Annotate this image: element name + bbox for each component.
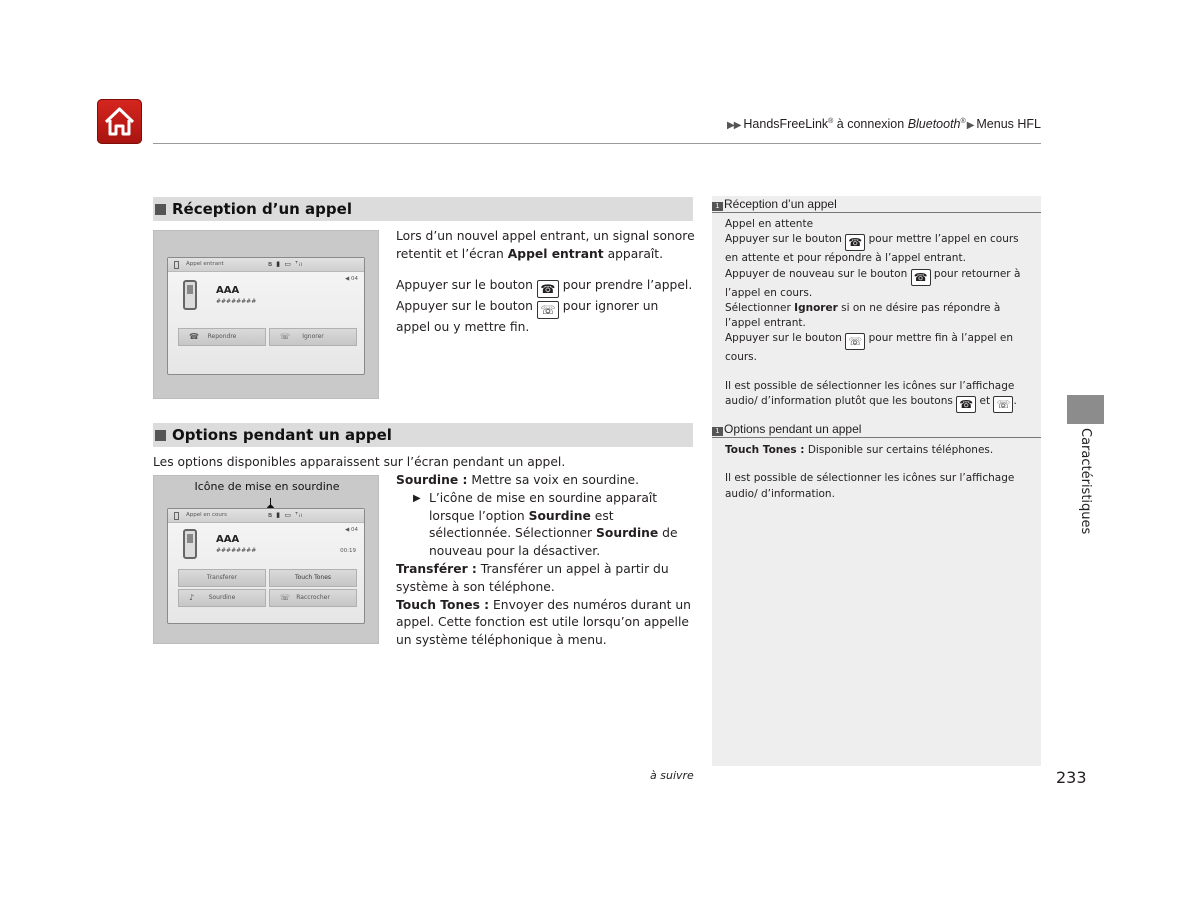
- section-title-options: Options pendant un appel: [153, 423, 693, 447]
- answer-softbutton[interactable]: ☎ Repondre: [178, 328, 266, 346]
- incoming-call-screen-image: Appel entrant ʙ ▮ ▭ ᵀᵢₗ ◀ 04 AAA ######## ☎ Repondre ☏ Ignorer: [153, 230, 379, 399]
- hangup-softbutton[interactable]: ☏ Raccrocher: [269, 589, 357, 607]
- phone-device-icon: [183, 280, 197, 310]
- phone-device-icon: [183, 529, 197, 559]
- breadcrumb-menus-hfl[interactable]: Menus HFL: [976, 117, 1041, 131]
- pickup-button-icon: ☎: [956, 396, 976, 413]
- touch-tones-softbutton[interactable]: Touch Tones: [269, 569, 357, 587]
- options-descriptions: Sourdine : Mettre sa voix en sourdine. ▶ L’icône de mise en sourdine apparaît lorsque l’option Sourdine est sélectionnée. Sélectionner Sourdine de nouveau pour la désactiver. Transférer : Transférer un appel à partir du système à son téléphone. Touch Tones : Envoyer des numéros durant un appel. Cette fonction est utile lorsqu’on appelle un système téléphonique à menu.: [396, 473, 691, 648]
- reception-para-2: Appuyer sur le bouton ☎ pour prendre l’appel. Appuyer sur le bouton ☏ pour ignorer un appel ou y mettre fin.: [396, 278, 693, 334]
- hangup-button-icon: ☏: [537, 301, 559, 319]
- header-divider: [153, 143, 1041, 144]
- pickup-button-icon: ☎: [911, 269, 931, 286]
- ignore-softbutton[interactable]: ☏ Ignorer: [269, 328, 357, 346]
- note-body-reception: Appel en attente Appuyer sur le bouton ☎ pour mettre l’appel en cours en attente et pour répondre à l’appel entrant. Appuyer de nouveau sur le bouton ☎ pour retourner à l’appel en cours. Sélectionner Ignorer si on ne désire pas répondre à l’appel entrant. Appuyer sur le bouton ☏ pour mettre fin à l’appel en cours. Il est possible de sélectionner les icônes sur l’affichage audio/ d’information plutôt que les boutons ☎ et ☏ .: [725, 218, 1021, 412]
- reception-para-1: Lors d’un nouvel appel entrant, un signal sonore retentit et l’écran Appel entrant apparaît.: [396, 229, 695, 261]
- pickup-button-icon: ☎: [845, 234, 865, 251]
- mute-icon-callout: Icône de mise en sourdine: [194, 480, 340, 493]
- note-title-reception: 1 Réception d’un appel: [712, 196, 1041, 213]
- section-title-reception: Réception d’un appel: [153, 197, 693, 221]
- chapter-tab[interactable]: [1067, 395, 1104, 424]
- breadcrumb-hfl[interactable]: HandsFreeLink: [743, 117, 829, 131]
- home-icon[interactable]: [97, 99, 142, 144]
- transfer-softbutton[interactable]: Transferer: [178, 569, 266, 587]
- options-intro: Les options disponibles apparaissent sur l’écran pendant un appel.: [153, 455, 566, 469]
- note-title-options: 1 Options pendant un appel: [712, 421, 1041, 438]
- mute-softbutton[interactable]: ♪ Sourdine: [178, 589, 266, 607]
- mute-status-icon: ʙ ▮ ▭ ᵀᵢₗ: [268, 511, 304, 519]
- in-call-screen-image: Icône de mise en sourdine Appel en cours ʙ ▮ ▭ ᵀᵢₗ ◀ 04 AAA ######## 00:19 Transferer Touch Tones ♪ Sourdine ☏ Raccrocher: [153, 475, 379, 644]
- continued-label: à suivre: [650, 769, 694, 782]
- pickup-button-icon: ☎: [537, 280, 559, 298]
- chapter-label: Caractéristiques: [1078, 428, 1093, 535]
- breadcrumb-bluetooth: Bluetooth: [907, 117, 961, 131]
- hangup-button-icon: ☏: [993, 396, 1013, 413]
- note-body-options: Touch Tones : Disponible sur certains téléphones. Il est possible de sélectionner les icônes sur l’affichage audio/ d’information.: [725, 444, 1015, 500]
- breadcrumb: ▶▶ HandsFreeLink® à connexion Bluetooth®▶ Menus HFL: [727, 117, 1041, 131]
- page-number: 233: [1056, 768, 1087, 787]
- hangup-button-icon: ☏: [845, 333, 865, 350]
